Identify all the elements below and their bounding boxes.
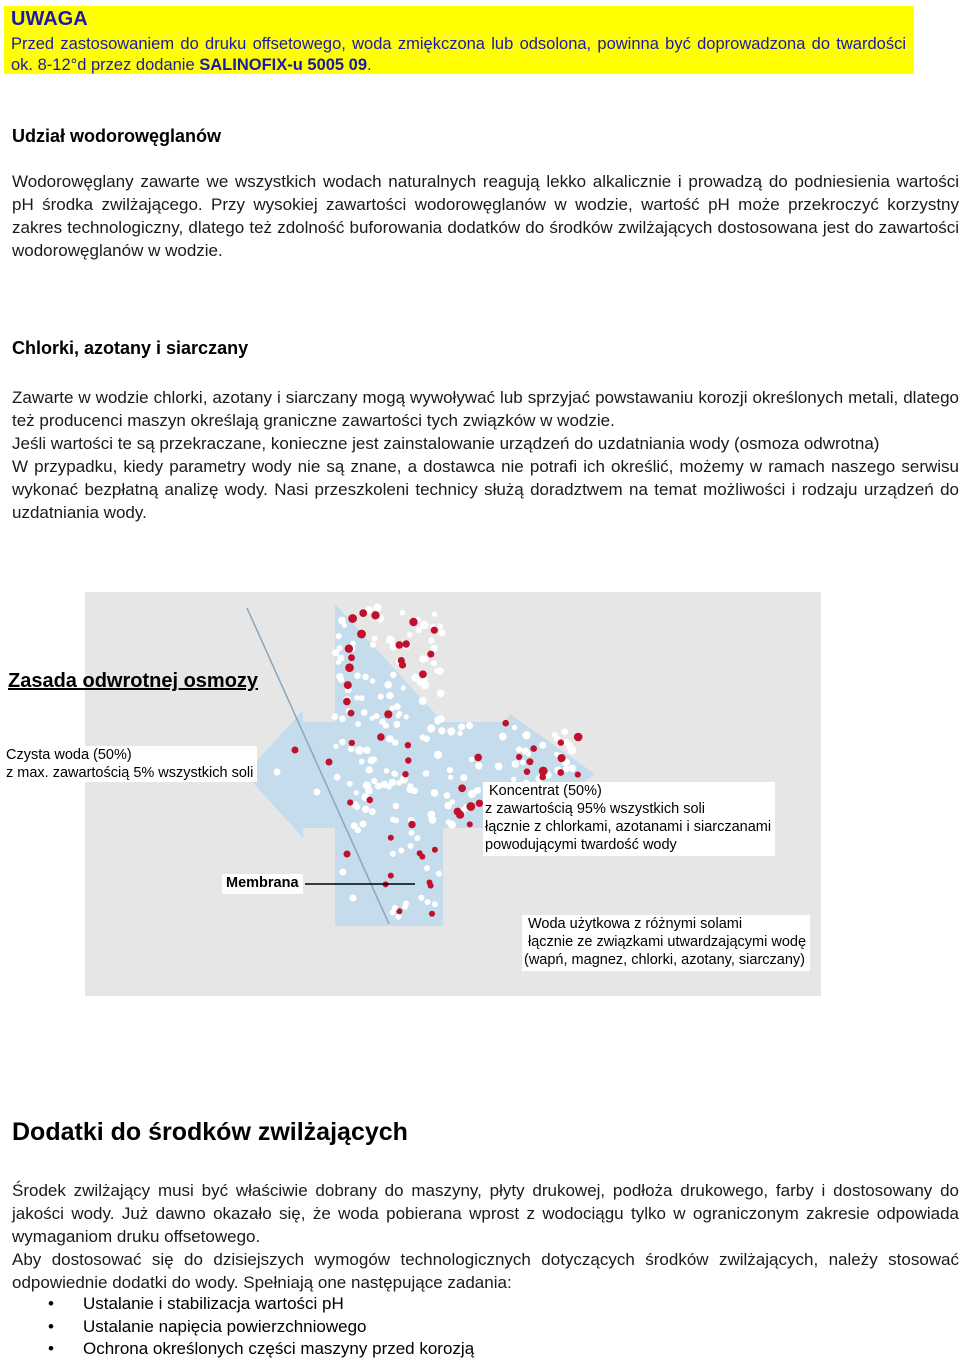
salt-particle-white (337, 655, 344, 662)
service-water-label (522, 915, 810, 971)
salt-particle-white (396, 780, 402, 786)
salt-particle-white (407, 632, 412, 637)
salt-particle-white (423, 770, 430, 777)
salt-particle-white (450, 799, 455, 804)
salt-particle-white (369, 808, 376, 815)
salt-particle-white (351, 822, 358, 829)
salt-particle-red (384, 710, 392, 718)
salt-particle-white (516, 746, 522, 752)
salt-particle-white (391, 771, 397, 777)
salt-particle-white (370, 678, 375, 683)
salt-particle-white (386, 735, 393, 742)
salt-particle-red (454, 808, 462, 816)
salt-particle-white (401, 685, 406, 690)
salt-particle-white (394, 703, 401, 710)
salt-particle-red (398, 657, 405, 664)
salt-particle-outlet (409, 830, 415, 836)
salt-particle-outlet (408, 843, 414, 849)
label-line: łącznie ze związkami utwardzającymi wodę (528, 934, 807, 950)
salt-particle-red (474, 754, 482, 762)
salt-particle-red (405, 757, 411, 763)
list-item: • Ustalanie i stabilizacja wartości pH (40, 1293, 474, 1316)
salt-particle-white (499, 733, 507, 741)
salt-particle-white (384, 768, 389, 773)
salt-particle-white (333, 744, 338, 749)
salt-particle-red (348, 710, 355, 717)
section-heading-chlorides: Chlorki, azotany i siarczany (12, 338, 249, 358)
salt-particle-red (345, 645, 353, 653)
salt-particle-white (354, 790, 359, 795)
salt-particle-white (404, 714, 409, 719)
paragraph: Zawarte w wodzie chlorki, azotany i siarczany mogą wywoływać lub sprzyjać powstawaniu korozji określonych metali, dlatego też producenci maszyn określają graniczne zawartości tych związków w wodzie. (12, 388, 959, 430)
salt-particle-white (339, 739, 346, 746)
salt-particle-outlet (418, 895, 424, 901)
salt-particle-outlet (429, 911, 435, 917)
salt-particle-red (408, 821, 415, 828)
salt-particle-white (362, 806, 369, 813)
paragraph: Aby dostosować się do dzisiejszych wymogów technologicznych dotyczących środków zwilżających, należy stosować odpowiednie dodatki do wody. Spełniają one następujące zadania: (12, 1250, 959, 1292)
salt-particle-white (434, 716, 441, 723)
salt-particle-red (558, 739, 564, 745)
list-item: • Ochrona określonych części maszyny przed korozją (40, 1338, 474, 1361)
salt-particle-white (428, 637, 434, 643)
salt-particle-white (390, 672, 396, 678)
salt-particle-white (412, 674, 420, 682)
label-line: Koncentrat (50%) (489, 783, 602, 799)
salt-particle-white (386, 636, 395, 645)
salt-particle-white (336, 673, 343, 680)
salt-particle-clean-side (326, 759, 333, 766)
salt-particle-white (390, 817, 396, 823)
salt-particle-white (431, 789, 439, 797)
salt-particle-white (354, 804, 360, 810)
salt-particle-red (419, 670, 427, 678)
salt-particle-red (427, 651, 434, 658)
salt-particle-red (458, 784, 466, 792)
salt-particle-white (448, 775, 453, 780)
salt-particle-white (512, 725, 517, 730)
salt-particle-red (348, 614, 357, 623)
salt-particle-white (460, 774, 467, 781)
salt-particle-red (557, 769, 564, 776)
salt-particle-clean-side (360, 821, 367, 828)
salt-particle-white (372, 636, 378, 642)
salt-particle-white (568, 746, 576, 754)
diagram-title: Zasada odwrotnej osmozy (8, 670, 259, 692)
label-line: Czysta woda (50%) (6, 747, 132, 763)
salt-particle-white (396, 713, 401, 718)
section-heading-bicarbonates: Udział wodorowęglanów (12, 126, 222, 146)
salt-particle-white (400, 610, 406, 616)
salt-particle-white (458, 723, 465, 730)
salt-particle-white (427, 724, 435, 732)
warning-product: SALINOFIX-u 5005 09 (199, 56, 368, 74)
salt-particle-red (348, 654, 355, 661)
salt-particle-white (406, 785, 414, 793)
salt-particle-white (355, 746, 364, 755)
salt-particle-white (348, 746, 354, 752)
salt-particle-clean-side (292, 747, 299, 754)
salt-particle-white (384, 681, 392, 689)
salt-particle-white (438, 727, 445, 734)
salt-particle-outlet (424, 865, 430, 871)
salt-particle-white (552, 732, 558, 738)
salt-particle-white (522, 748, 529, 755)
salt-particle-clean-side (340, 869, 347, 876)
section-paragraph-bicarbonates (12, 170, 959, 262)
label-line: łącznie z chlorkami, azotanami i siarczanami (485, 819, 772, 835)
salt-particle-red (403, 640, 410, 647)
label-line: powodującymi twardość wody (485, 837, 677, 853)
salt-particle-red (367, 797, 374, 804)
salt-particle-white (334, 774, 341, 781)
salt-particle-white (569, 765, 576, 772)
salt-particle-white (366, 766, 373, 773)
salt-particle-white (379, 719, 385, 725)
salt-particle-red (343, 698, 351, 706)
salt-particle-white (389, 706, 394, 711)
section-paragraphs-additives (12, 1179, 959, 1294)
salt-particle-red (502, 720, 509, 727)
salt-particle-white (457, 731, 462, 736)
salt-particle-white (419, 655, 427, 663)
paragraph: Wodorowęglany zawarte we wszystkich wodach naturalnych reagują lekko alkalicznie i prowadzą do podniesienia wartości pH środka zwilżającego. Przy wysokiej zawartości wodorowęglanów w wodzie, wartość pH może przekroczyć korzystny zakres technologiczny, dlatego też zdolność buforowania dodatków do środków zwilżających dostosowana jest do zawartości wodorowęglanów w wodzie. (12, 172, 959, 260)
salt-particle-white (393, 721, 400, 728)
salt-particle-white (347, 781, 353, 787)
salt-particle-outlet (414, 835, 420, 841)
concentrate-label (483, 782, 775, 856)
salt-particle-white (365, 787, 372, 794)
salt-particle-white (378, 694, 384, 700)
salt-particle-white (444, 792, 451, 799)
salt-particle-white (474, 787, 481, 794)
salt-particle-white (419, 697, 427, 705)
salt-particle-red (357, 630, 366, 639)
salt-particle-white (368, 757, 376, 765)
salt-particle-white (522, 731, 530, 739)
salt-particle-red (377, 733, 385, 741)
salt-particle-red (557, 754, 565, 762)
salt-particle-outlet (388, 835, 394, 841)
section-heading-additives: Dodatki do środków zwilżających (12, 1118, 408, 1146)
salt-particle-white (363, 747, 370, 754)
salt-particle-outlet (436, 871, 442, 877)
salt-particle-red (530, 745, 537, 752)
salt-particle-outlet (417, 850, 423, 856)
salt-particle-white (520, 760, 525, 765)
salt-particle-white (416, 627, 422, 633)
salt-particle-outlet (432, 901, 438, 907)
label-line: Woda użytkowa z różnymi solami (528, 916, 743, 932)
salt-particle-outlet (432, 847, 438, 853)
salt-particle-red (476, 800, 483, 807)
salt-particle-clean-side (350, 895, 357, 902)
salt-particle-red (539, 767, 548, 776)
salt-particle-white (374, 604, 382, 612)
salt-particle-white (495, 763, 503, 771)
salt-particle-red (467, 821, 473, 827)
salt-particle-white (432, 612, 437, 617)
salt-particle-white (362, 674, 369, 681)
salt-particle-white (561, 728, 568, 735)
salt-particle-red (405, 742, 411, 748)
salt-particle-red (359, 609, 367, 617)
salt-particle-white (475, 762, 482, 769)
salt-particle-clean-side (344, 851, 351, 858)
salt-particle-white (427, 811, 435, 819)
salt-particle-white (361, 709, 368, 716)
salt-particle-red (347, 799, 353, 805)
salt-particle-white (438, 629, 445, 636)
label-line: z zawartością 95% wszystkich soli (485, 801, 705, 817)
salt-particle-white (431, 660, 437, 666)
warning-title: UWAGA (11, 8, 88, 30)
paragraph: W przypadku, kiedy parametry wody nie są znane, a dostawca nie potrafi ich określić, możemy w ramach naszego serwisu wykonać bezpłatną analizę wody. Nasi przeszkoleni technicy służą doradztwem na temat możliwości i rodzaju urządzeń do uzdatniania wody. (12, 457, 959, 522)
salt-particle-white (370, 642, 376, 648)
salt-particle-red (575, 772, 581, 778)
salt-particle-outlet (402, 904, 408, 910)
salt-particle-red (526, 758, 533, 765)
salt-particle-white (422, 623, 428, 629)
salt-particle-white (512, 760, 519, 767)
salt-particle-red (345, 663, 354, 672)
salt-particle-white (386, 784, 391, 789)
salt-particle-white (336, 633, 342, 639)
paragraph: Jeśli wartości te są przekraczane, konieczne jest zainstalowanie urządzeń do uzdatniania wody (osmoza odwrotna) (12, 434, 880, 453)
salt-particle-white (338, 617, 346, 625)
salt-particle-white (437, 689, 445, 697)
salt-particle-white (447, 767, 453, 773)
salt-particle-white (420, 681, 429, 690)
additives-task-list (40, 1293, 474, 1361)
section-paragraphs-chlorides (12, 386, 959, 524)
salt-particle-white (437, 624, 443, 630)
salt-particle-white (434, 668, 439, 673)
salt-particle-red (349, 740, 355, 746)
salt-particle-white (447, 727, 455, 735)
salt-particle-white (355, 721, 361, 727)
salt-particle-outlet (425, 899, 431, 905)
salt-particle-red (396, 641, 404, 649)
warning-box (4, 6, 914, 74)
salt-particle-clean-side (274, 769, 281, 776)
salt-particle-white (393, 803, 400, 810)
salt-particle-red (516, 754, 522, 760)
salt-particle-outlet (392, 905, 398, 911)
salt-particle-outlet (395, 914, 401, 920)
salt-particle-red (409, 618, 417, 626)
list-item: • Ustalanie napięcia powierzchniowego (40, 1316, 474, 1339)
salt-particle-white (371, 778, 377, 784)
salt-particle-outlet (390, 851, 396, 857)
label-line: (wapń, magnez, chlorki, azotany, siarczany) (524, 952, 805, 968)
salt-particle-white (374, 713, 380, 719)
salt-particle-white (386, 692, 393, 699)
salt-particle-white (359, 695, 365, 701)
salt-particle-white (466, 722, 473, 729)
salt-particle-red (344, 681, 352, 689)
salt-particle-red (574, 733, 583, 742)
salt-particle-red (524, 768, 531, 775)
salt-particle-white (434, 751, 442, 759)
salt-particle-red (466, 802, 475, 811)
salt-particle-white (448, 821, 456, 829)
salt-particle-red (402, 771, 408, 777)
salt-particle-clean-side (314, 789, 321, 796)
paragraph: Środek zwilżający musi być właściwie dobrany do maszyny, płyty drukowej, podłoża drukowego, farby i dostosowany do jakości wody. Już dawno okazało się, że woda pobierana wprost z wodociągu tylko w ograniczonym zakresie odpowiada wymaganiom druku offsetowego. (12, 1181, 959, 1246)
salt-particle-red (371, 611, 379, 619)
warning-text-body: Przed zastosowaniem do druku offsetowego, woda zmiękczona lub odsolona, powinna być doprowadzona do twardości ok. 8-12°d przez dodanie (11, 35, 906, 74)
warning-text-end: . (367, 56, 372, 74)
salt-particle-outlet (398, 848, 404, 854)
warning-text (11, 34, 906, 76)
salt-particle-white (539, 742, 546, 749)
salt-particle-white (420, 734, 426, 740)
salt-particle-outlet (428, 883, 434, 889)
salt-particle-white (354, 672, 361, 679)
label-line: z max. zawartością 5% wszystkich soli (6, 765, 254, 781)
salt-particle-white (359, 759, 365, 765)
salt-particle-red (431, 627, 438, 634)
membrane-label: Membrana (222, 874, 303, 894)
salt-particle-white (332, 649, 339, 656)
salt-particle-white (332, 713, 339, 720)
salt-particle-outlet (388, 873, 394, 879)
salt-particle-white (339, 716, 346, 723)
salt-particle-white (469, 757, 474, 762)
clean-water-label (6, 746, 257, 782)
